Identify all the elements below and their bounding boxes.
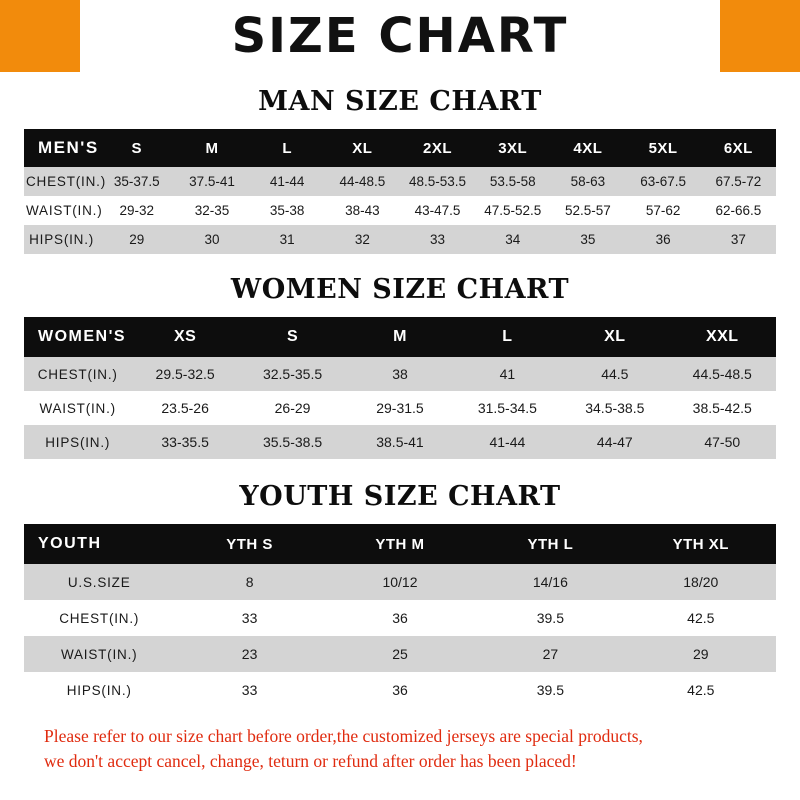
man-header-cell-6: 3XL (498, 139, 528, 157)
man-row2-cell2: 31 (279, 232, 295, 247)
youth-size-table (24, 524, 776, 708)
man-row1-cell3: 38-43 (345, 203, 380, 218)
man-row1-cell4: 43-47.5 (414, 203, 461, 218)
man-row2-cell8: 37 (730, 232, 746, 247)
women-header-cell-3: M (393, 328, 407, 345)
footer-note-line1: Please refer to our size chart before order,the customized jerseys are special products, (44, 726, 643, 746)
women-header-cell-4: L (502, 328, 513, 345)
man-row2-cell0: 29 (129, 232, 145, 247)
women-row2-cell1: 35.5-38.5 (262, 434, 323, 450)
women-table-body (24, 357, 776, 459)
man-header-row (24, 129, 776, 167)
man-header-cell-9: 6XL (723, 139, 753, 157)
header-banner (0, 0, 800, 72)
man-row0-cell4: 48.5-53.5 (409, 174, 467, 189)
women-row2-cell0: 33-35.5 (161, 434, 209, 450)
youth-row0-cell3: 18/20 (683, 574, 719, 590)
man-row1-cell6: 52.5-57 (565, 203, 611, 218)
women-row0-label: CHEST(IN.) (37, 366, 118, 382)
table-row (24, 636, 776, 672)
youth-row3-cell1: 36 (392, 682, 408, 698)
women-row2-label: HIPS(IN.) (45, 434, 111, 450)
women-row1-cell0: 23.5-26 (161, 400, 209, 416)
man-header-cell-5: 2XL (423, 139, 453, 157)
youth-row1-cell0: 33 (241, 610, 258, 626)
youth-row1-cell2: 39.5 (536, 610, 564, 626)
women-header-cell-0: WOMEN'S (38, 328, 127, 345)
man-row0-cell8: 67.5-72 (715, 174, 762, 189)
youth-row3-cell0: 33 (241, 682, 258, 698)
youth-header-cell-1: YTH S (226, 535, 273, 553)
youth-row0-label: U.S.SIZE (67, 574, 131, 590)
table-row (24, 225, 776, 254)
youth-row2-cell3: 29 (692, 646, 709, 662)
youth-header-cell-2: YTH M (375, 535, 425, 553)
man-section-title: MAN SIZE CHART (258, 86, 542, 117)
youth-row1-cell3: 42.5 (687, 610, 715, 626)
table-row (24, 391, 776, 425)
women-table-head (24, 317, 776, 357)
table-row (24, 196, 776, 225)
man-size-table (24, 129, 776, 254)
women-row0-cell0: 29.5-32.5 (155, 366, 215, 382)
women-row1-cell1: 26-29 (274, 400, 311, 416)
youth-header-row (24, 524, 776, 564)
footer-note-line2: we don't accept cancel, change, teturn or refund after order has been placed! (44, 751, 577, 772)
man-header-cell-8: 5XL (648, 139, 678, 157)
man-row0-cell1: 37.5-41 (189, 174, 235, 189)
women-row1-cell3: 31.5-34.5 (477, 400, 537, 416)
women-row1-label: WAIST(IN.) (39, 400, 116, 416)
man-row0-cell2: 41-44 (269, 174, 305, 189)
women-row1-cell2: 29-31.5 (376, 400, 424, 416)
man-header-cell-4: XL (352, 139, 373, 157)
women-header-cell-6: XXL (705, 328, 739, 345)
women-row2-cell4: 44-47 (596, 434, 633, 450)
youth-row0-cell2: 14/16 (532, 574, 568, 590)
table-row (24, 564, 776, 600)
man-row0-cell6: 58-63 (570, 174, 606, 189)
footer-note (24, 724, 776, 775)
man-row1-cell5: 47.5-52.5 (484, 203, 542, 218)
women-row2-cell5: 47-50 (704, 434, 741, 450)
youth-row3-cell3: 42.5 (687, 682, 715, 698)
women-header-row (24, 317, 776, 357)
man-row1-cell7: 57-62 (645, 203, 681, 218)
page-title: SIZE CHART (231, 8, 569, 64)
man-row1-cell2: 35-38 (269, 203, 305, 218)
man-row2-cell7: 36 (655, 232, 671, 247)
table-row (24, 672, 776, 708)
youth-row2-cell0: 23 (241, 646, 258, 662)
content-area (0, 86, 800, 775)
women-row1-cell5: 38.5-42.5 (692, 400, 752, 416)
youth-row1-label: CHEST(IN.) (59, 610, 140, 626)
table-row (24, 600, 776, 636)
youth-row3-cell2: 39.5 (536, 682, 564, 698)
women-header-cell-5: XL (604, 328, 626, 345)
header-banner-inner (80, 0, 720, 72)
man-table-head (24, 129, 776, 167)
man-row0-cell0: 35-37.5 (113, 174, 160, 189)
man-header-cell-2: M (205, 139, 219, 157)
man-row2-cell5: 34 (505, 232, 521, 247)
youth-row2-cell2: 27 (542, 646, 559, 662)
youth-section-title: YOUTH SIZE CHART (239, 481, 561, 512)
man-row1-cell0: 29-32 (119, 203, 155, 218)
man-row2-cell3: 32 (354, 232, 370, 247)
women-header-cell-1: XS (173, 328, 197, 345)
youth-row3-label: HIPS(IN.) (66, 682, 132, 698)
man-row2-cell6: 35 (580, 232, 596, 247)
table-row (24, 167, 776, 196)
youth-table-body (24, 564, 776, 708)
youth-row2-label: WAIST(IN.) (60, 646, 138, 662)
man-row0-cell5: 53.5-58 (489, 174, 536, 189)
youth-row0-cell0: 8 (245, 574, 254, 590)
man-row1-cell8: 62-66.5 (715, 203, 762, 218)
women-header-cell-2: S (286, 328, 299, 345)
women-row0-cell4: 44.5 (601, 366, 629, 382)
women-row0-cell2: 38 (392, 366, 408, 382)
man-header-cell-0: MEN'S (38, 138, 99, 157)
man-table-body (24, 167, 776, 254)
man-row0-cell7: 63-67.5 (640, 174, 686, 189)
women-row0-cell5: 44.5-48.5 (692, 366, 752, 382)
youth-row2-cell1: 25 (392, 646, 408, 662)
women-row0-cell1: 32.5-35.5 (262, 366, 323, 382)
youth-header-cell-3: YTH L (527, 535, 574, 553)
man-row1-cell1: 32-35 (194, 203, 230, 218)
man-row2-label: HIPS(IN.) (29, 232, 95, 247)
women-row0-cell3: 41 (499, 366, 516, 382)
man-header-cell-1: S (131, 139, 143, 157)
youth-row0-cell1: 10/12 (382, 574, 418, 590)
table-row (24, 425, 776, 459)
man-header-cell-7: 4XL (573, 139, 603, 157)
table-row (24, 357, 776, 391)
man-row0-label: CHEST(IN.) (26, 174, 106, 189)
man-row2-cell4: 33 (430, 232, 446, 247)
youth-row1-cell1: 36 (392, 610, 408, 626)
women-size-table (24, 317, 776, 459)
women-section-title: WOMEN SIZE CHART (230, 274, 570, 305)
man-row2-cell1: 30 (204, 232, 220, 247)
man-row0-cell3: 44-48.5 (339, 174, 386, 189)
youth-header-cell-0: YOUTH (38, 535, 102, 552)
women-row1-cell4: 34.5-38.5 (585, 400, 645, 416)
man-row1-label: WAIST(IN.) (26, 203, 103, 218)
man-header-cell-3: L (282, 139, 292, 157)
women-row2-cell3: 41-44 (489, 434, 526, 450)
youth-table-head (24, 524, 776, 564)
women-row2-cell2: 38.5-41 (376, 434, 424, 450)
youth-header-cell-4: YTH XL (672, 535, 729, 553)
